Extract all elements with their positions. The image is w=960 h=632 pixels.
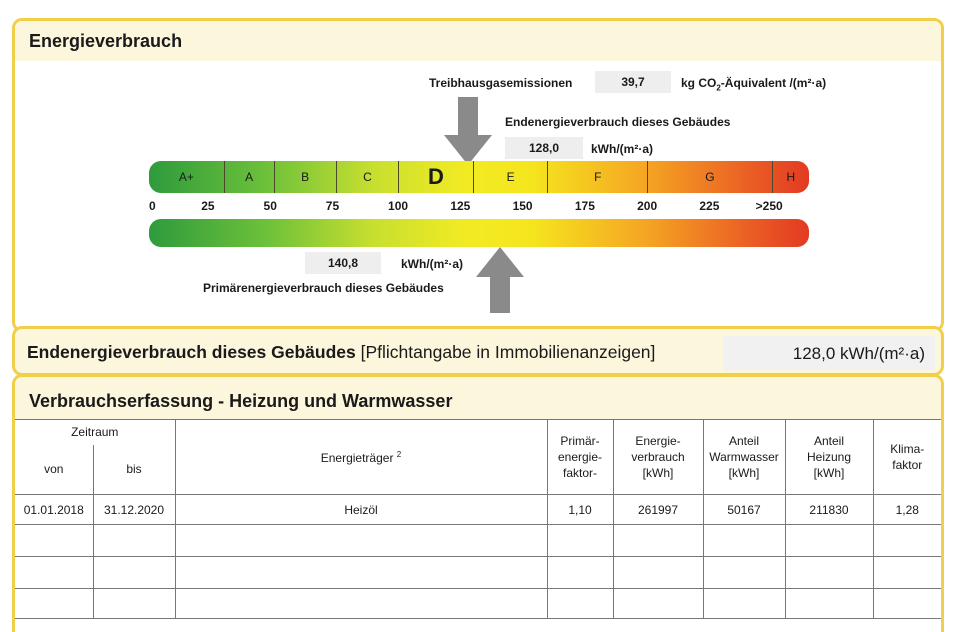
primary-energy-arrow-icon [476, 247, 524, 313]
energy-class-b: B [274, 161, 336, 193]
header-period-text: Zeitraum [71, 425, 119, 440]
header-carrier [175, 420, 547, 495]
cell-empty [15, 557, 93, 589]
cell-empty [93, 557, 175, 589]
end-energy-arrow-icon [444, 97, 492, 165]
cell-empty [613, 557, 703, 589]
scale-tick-label: 100 [388, 199, 409, 213]
header-to-text: bis [126, 462, 142, 477]
ghg-unit-prefix: kg CO [681, 76, 717, 90]
cell-empty [547, 557, 613, 589]
scale-tick-label: 200 [637, 199, 658, 213]
energy-consumption-section [12, 18, 944, 332]
header-period [15, 420, 175, 445]
summary-value-box [723, 336, 935, 370]
energy-class-c: C [336, 161, 398, 193]
summary-label-bold: Endenergieverbrauch dieses Gebäudes [27, 342, 356, 362]
section-header [15, 377, 941, 419]
cell-primary-factor: 1,10 [547, 495, 613, 525]
cell-empty [613, 525, 703, 557]
energy-class-a: A [224, 161, 274, 193]
cell-empty [613, 589, 703, 619]
primary-energy-value-box [305, 252, 381, 274]
header-line: [kWh] [813, 466, 845, 480]
cell-empty [785, 557, 873, 589]
cell-climate-factor: 1,28 [873, 495, 941, 525]
scale-tick-label: >250 [755, 199, 783, 213]
cell-empty [15, 525, 93, 557]
header-consumption [613, 420, 703, 495]
cell-to: 31.12.2020 [93, 495, 175, 525]
section-header [15, 21, 941, 61]
header-line: Anteil [813, 434, 845, 448]
primary-energy-value: 140,8 [327, 256, 359, 270]
ghg-unit-sub: 2 [716, 83, 721, 93]
header-line: Energie- [635, 434, 681, 448]
header-line: faktor- [562, 466, 597, 480]
summary-value: 128,0 kWh/(m²·a) [792, 344, 925, 363]
cell-consumption: 261997 [613, 495, 703, 525]
ghg-value: 39,7 [621, 75, 645, 89]
header-line: Anteil [728, 434, 760, 448]
summary-bar [12, 326, 944, 376]
end-energy-label: Endenergieverbrauch dieses Gebäudes [505, 115, 731, 129]
header-line: Primär- [560, 434, 600, 448]
cell-empty [703, 525, 785, 557]
scale-tick-label: 150 [512, 199, 533, 213]
header-line: energie- [557, 450, 603, 464]
header-line: Heizung [806, 450, 852, 464]
energy-class-aplus: A+ [178, 170, 194, 184]
header-line: Klima- [890, 442, 925, 456]
end-energy-value: 128,0 [528, 141, 560, 155]
scale-tick-label: 0 [149, 199, 156, 213]
cell-empty [873, 525, 941, 557]
header-hot-water [703, 420, 785, 495]
cell-empty [703, 589, 785, 619]
energy-class-f: F [547, 161, 647, 193]
header-heating [785, 420, 873, 495]
scale-tick-label: 125 [450, 199, 471, 213]
cell-heating: 211830 [785, 495, 873, 525]
cell-empty [873, 557, 941, 589]
table-row [15, 495, 941, 525]
header-carrier-sup: 2 [396, 449, 402, 459]
cell-empty [703, 557, 785, 589]
cell-empty [547, 589, 613, 619]
header-climate-factor [873, 420, 941, 495]
primary-energy-label: Primärenergieverbrauch dieses Gebäudes [203, 281, 444, 295]
end-energy-unit: kWh/(m²·a) [591, 142, 653, 156]
header-primary-factor [547, 420, 613, 495]
scale-tick-label: 50 [263, 199, 277, 213]
table-row-empty [15, 557, 941, 589]
section-title: Verbrauchserfassung - Heizung und Warmwasser [29, 391, 453, 411]
primary-energy-scale [149, 219, 809, 247]
ghg-label: Treibhausgasemissionen [429, 76, 573, 90]
energy-class-h: H [772, 161, 809, 193]
ghg-value-box [595, 71, 671, 93]
header-from-text: von [44, 462, 64, 477]
scale-tick-label: 25 [201, 199, 215, 213]
cell-empty [93, 525, 175, 557]
energy-class-e: E [473, 161, 548, 193]
scale-tick-label: 75 [325, 199, 340, 213]
summary-label-paren: [Pflichtangabe in Immobilienanzeigen] [360, 342, 656, 362]
summary-label [27, 342, 655, 363]
energy-class-d: D [398, 161, 473, 193]
primary-energy-unit: kWh/(m²·a) [401, 257, 463, 271]
header-to [93, 445, 175, 495]
cell-hot-water: 50167 [703, 495, 785, 525]
cell-empty [93, 589, 175, 619]
table-row-empty [15, 525, 941, 557]
cell-from: 01.01.2018 [15, 495, 93, 525]
header-carrier-text: Energieträger [320, 450, 394, 465]
end-energy-value-box [505, 137, 583, 159]
cell-empty [175, 589, 547, 619]
header-line: verbrauch [631, 450, 685, 464]
header-line: Warmwasser [709, 450, 779, 464]
cell-empty [175, 525, 547, 557]
section-title: Energieverbrauch [29, 31, 183, 51]
scale-tick-label: 175 [574, 199, 595, 213]
cell-empty [547, 525, 613, 557]
cell-empty [785, 589, 873, 619]
scale-tick-label: 225 [699, 199, 720, 213]
cell-empty [785, 525, 873, 557]
table-row-empty [15, 589, 941, 619]
cell-empty [175, 557, 547, 589]
consumption-table [15, 419, 941, 619]
header-line: [kWh] [642, 466, 674, 480]
ghg-unit [681, 76, 826, 92]
header-from [15, 445, 93, 495]
cell-empty [873, 589, 941, 619]
consumption-section [12, 374, 944, 632]
cell-empty [15, 589, 93, 619]
cell-carrier: Heizöl [175, 495, 547, 525]
header-line: [kWh] [728, 466, 760, 480]
header-line: faktor [892, 458, 923, 472]
ghg-unit-suffix: -Äquivalent /(m²·a) [720, 76, 827, 90]
energy-class-g: G [647, 161, 772, 193]
energy-class-scale [149, 161, 809, 193]
